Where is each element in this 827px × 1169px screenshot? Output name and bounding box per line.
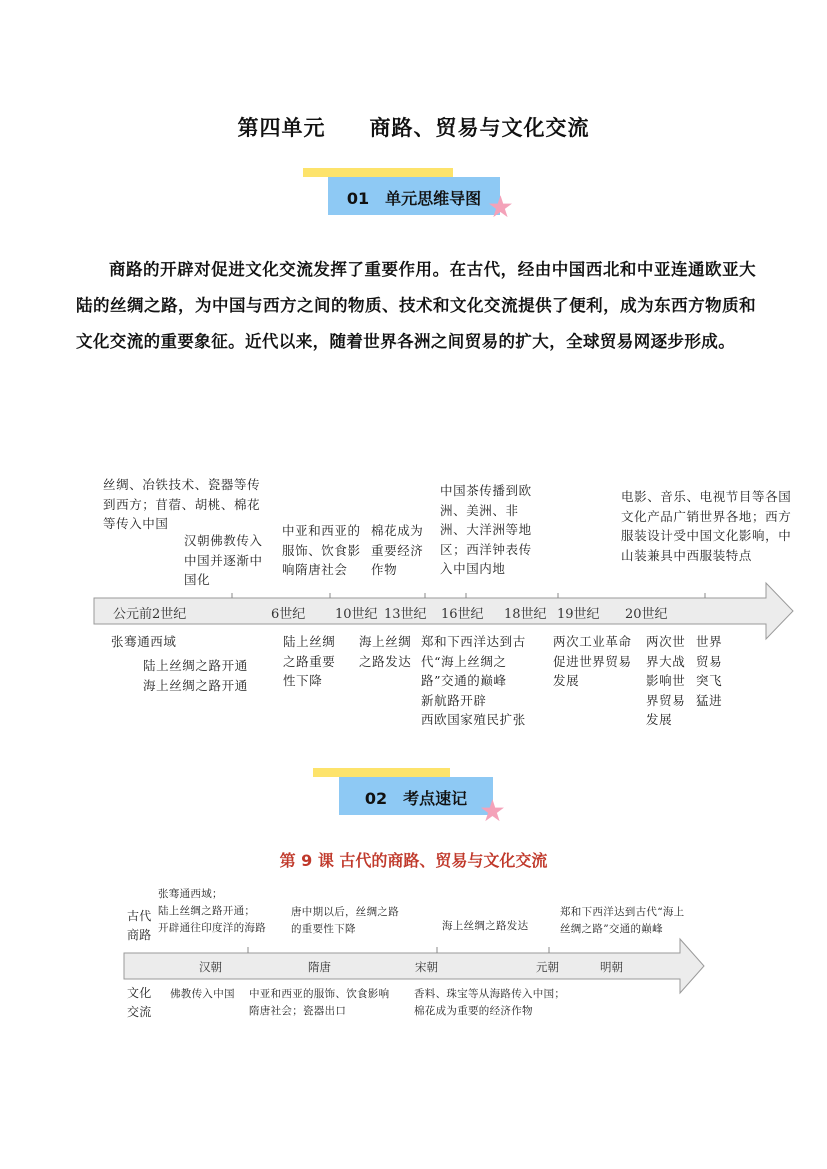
tick-label: 19世纪 — [557, 607, 600, 622]
section-label-2: 02 考点速记 — [364, 789, 468, 808]
tick-label: 公元前2世纪 — [113, 607, 187, 622]
note-upper: 中亚和西亚的服饰、饮食影响隋唐社会 — [282, 523, 361, 577]
note-lower: 两次工业革命促进世界贸易发展 — [553, 634, 632, 688]
row-label-routes: 古代 商路 — [127, 909, 152, 942]
tick-label: 隋唐 — [308, 960, 331, 974]
tick-label: 6世纪 — [271, 607, 306, 622]
tick-label: 10世纪 — [335, 607, 378, 622]
note-lower: 海上丝绸之路发达 — [359, 634, 412, 669]
note-upper: 丝绸、冶铁技术、瓷器等传到西方；苜蓿、胡桃、棉花等传入中国 — [103, 477, 261, 531]
tick-label: 汉朝 — [199, 960, 222, 974]
note-lower-2: 佛教传入中国 — [170, 988, 235, 1000]
note-lower: 世界贸易突飞猛进 — [696, 634, 723, 708]
note-lower: 陆上丝绸之路重要性下降 — [283, 634, 336, 688]
tick-label: 13世纪 — [384, 607, 427, 622]
tick-label: 明朝 — [600, 960, 623, 974]
note-upper: 电影、音乐、电视节目等各国文化产品广销世界各地；西方服装设计受中国文化影响，中山装兼具中西服装特点 — [621, 489, 792, 563]
note-upper: 中国茶传播到欧洲、美洲、非洲、大洋洲等地区；西洋钟表传入中国内地 — [440, 483, 532, 576]
tick-label: 18世纪 — [504, 607, 547, 622]
note-upper-2: 海上丝绸之路发达 — [442, 920, 529, 932]
note-upper: 汉朝佛教传入中国并逐渐中国化 — [184, 533, 263, 587]
lesson-title: 第 9 课 古代的商路、贸易与文化交流 — [279, 851, 548, 870]
note-upper-2: 唐中期以后，丝绸之路 的重要性下降 — [291, 906, 399, 935]
note-lower: 郑和下西洋达到古代“海上丝绸之路”交通的巅峰 新航路开辟 西欧国家殖民扩张 — [421, 634, 526, 727]
row-label-culture: 文化 交流 — [127, 986, 152, 1019]
badge-accent-bar — [313, 768, 450, 777]
page-title: 第四单元 商路、贸易与文化交流 — [237, 116, 590, 140]
note-lower: 张骞通西域 — [111, 634, 177, 649]
note-lower: 两次世界大战影响世界贸易发展 — [646, 634, 686, 727]
note-lower-2: 香料、珠宝等从海路传入中国； 棉花成为重要的经济作物 — [414, 988, 566, 1017]
star-icon: ★ — [487, 190, 514, 225]
note-upper-2: 郑和下西洋达到古代“海上 丝绸之路”交通的巅峰 — [560, 906, 685, 935]
note-lower-2: 中亚和西亚的服饰、饮食影响 隋唐社会；瓷器出口 — [249, 988, 390, 1017]
tick-label: 元朝 — [536, 960, 559, 974]
tick-label: 16世纪 — [441, 607, 484, 622]
intro-text: 商路的开辟对促进文化交流发挥了重要作用。在古代，经由中国西北和中亚连通欧亚大陆的丝绸之路，为中国与西方之间的物质、技术和文化交流提供了便利，成为东西方物质和文化交流的重要象征。近代以来，随着世界各洲之间贸易的扩大，全球贸易网逐步形成。 — [76, 260, 756, 351]
note-upper: 棉花成为重要经济作物 — [371, 523, 424, 577]
note-upper-2: 张骞通西域； 陆上丝绸之路开通； 开辟通往印度洋的海路 — [158, 888, 266, 934]
section-label-1: 01 单元思维导图 — [346, 189, 482, 208]
note-lower: 陆上丝绸之路开通 海上丝绸之路开通 — [143, 658, 248, 693]
star-icon: ★ — [479, 794, 506, 829]
tick-label: 宋朝 — [415, 960, 438, 974]
tick-label: 20世纪 — [625, 607, 668, 622]
